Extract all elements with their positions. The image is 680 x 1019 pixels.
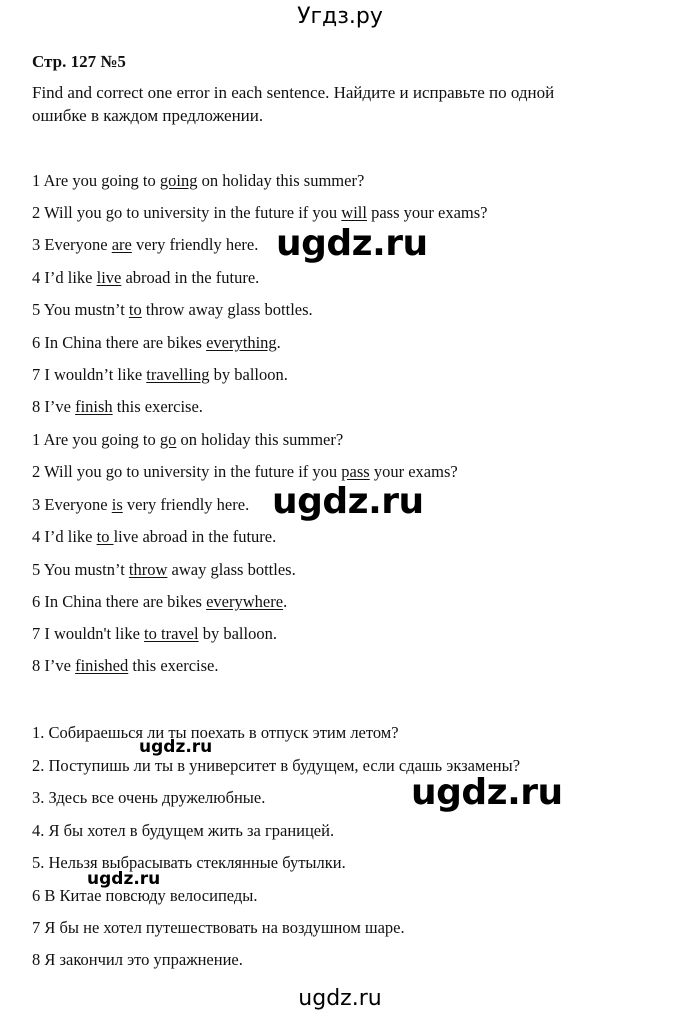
sentence-text: 7 I wouldn’t like bbox=[32, 365, 147, 384]
sentence-text: abroad in the future. bbox=[121, 268, 260, 287]
translation-line: 5. Нельзя выбрасывать стеклянные бутылки. bbox=[32, 853, 346, 872]
sentence-text: this exercise. bbox=[112, 397, 203, 416]
sentence-text: . bbox=[283, 592, 288, 611]
underlined-word: travelling bbox=[146, 365, 210, 384]
translation-line: 6 В Китае повсюду велосипеды. bbox=[32, 886, 258, 905]
sentence-text: by balloon. bbox=[209, 365, 288, 384]
corrected-sentence bbox=[32, 527, 276, 547]
translation-line: 2. Поступишь ли ты в университет в будущем, если сдашь экзамены? bbox=[32, 756, 521, 775]
underlined-word: everything bbox=[206, 333, 277, 352]
watermark: ugdz.ru bbox=[276, 223, 428, 264]
translation-line: 7 Я бы не хотел путешествовать на воздушном шаре. bbox=[32, 918, 405, 937]
underlined-word: are bbox=[111, 235, 132, 254]
sentence-text: 4 I’d like bbox=[32, 268, 97, 287]
underlined-word: throw bbox=[128, 560, 168, 579]
corrected-sentence bbox=[32, 560, 296, 580]
task-instruction: Find and correct one error in each sentence. Найдите и исправьте по одной ошибке в каждом предложении. bbox=[32, 83, 555, 125]
sentence-text: 4 I’d like bbox=[32, 527, 97, 546]
error-sentence bbox=[32, 300, 313, 320]
underlined-word: finish bbox=[75, 397, 113, 416]
site-title: Угдз.ру bbox=[297, 4, 383, 29]
sentence-text: very friendly here. bbox=[122, 495, 250, 514]
error-sentence bbox=[32, 365, 288, 385]
sentence-text: very friendly here. bbox=[131, 235, 259, 254]
sentence-text: 2 Will you go to university in the future if you bbox=[32, 203, 342, 222]
sentence-text: on holiday this summer? bbox=[197, 171, 365, 190]
corrected-sentence bbox=[32, 462, 458, 482]
underlined-word: to bbox=[128, 300, 142, 319]
error-sentence bbox=[32, 333, 281, 353]
footer-watermark: ugdz.ru bbox=[298, 986, 382, 1011]
sentence-text: 6 In China there are bikes bbox=[32, 592, 207, 611]
sentence-text: 5 You mustn’t bbox=[32, 560, 129, 579]
underlined-word: will bbox=[341, 203, 367, 222]
watermark: ugdz.ru bbox=[139, 737, 213, 757]
sentence-text: 2 Will you go to university in the future if you bbox=[32, 462, 342, 481]
sentence-text: . bbox=[276, 333, 281, 352]
underlined-word: to travel bbox=[144, 624, 199, 643]
watermark: ugdz.ru bbox=[272, 481, 424, 522]
underlined-word: is bbox=[111, 495, 123, 514]
sentence-text: 7 I wouldn't like bbox=[32, 624, 145, 643]
translation-line: 4. Я бы хотел в будущем жить за границей. bbox=[32, 821, 335, 840]
translation-line: 3. Здесь все очень дружелюбные. bbox=[32, 788, 266, 807]
sentence-text: on holiday this summer? bbox=[176, 430, 344, 449]
underlined-word: going bbox=[159, 171, 198, 190]
error-sentence bbox=[32, 203, 487, 223]
watermark: ugdz.ru bbox=[87, 869, 161, 889]
error-sentence bbox=[32, 171, 364, 191]
error-sentence bbox=[32, 235, 258, 255]
sentence-text: 8 I’ve bbox=[32, 397, 76, 416]
error-sentence bbox=[32, 397, 203, 417]
sentence-text: pass your exams? bbox=[366, 203, 488, 222]
sentence-text: 3 Everyone bbox=[32, 495, 112, 514]
corrected-sentence bbox=[32, 656, 219, 676]
page-heading: Стр. 127 №5 bbox=[32, 52, 126, 71]
underlined-word: pass bbox=[341, 462, 370, 481]
error-sentence bbox=[32, 268, 259, 288]
watermark: ugdz.ru bbox=[411, 772, 563, 813]
sentence-text: your exams? bbox=[369, 462, 458, 481]
underlined-word: live bbox=[96, 268, 122, 287]
corrected-sentence bbox=[32, 430, 343, 450]
corrected-sentence bbox=[32, 592, 287, 612]
sentence-text: this exercise. bbox=[128, 656, 219, 675]
sentence-text: throw away glass bottles. bbox=[141, 300, 313, 319]
translation-line: 8 Я закончил это упражнение. bbox=[32, 950, 243, 969]
sentence-text: 6 In China there are bikes bbox=[32, 333, 207, 352]
corrected-sentence bbox=[32, 624, 277, 644]
sentence-text: 1 Are you going to bbox=[32, 171, 160, 190]
sentence-text: live abroad in the future. bbox=[113, 527, 277, 546]
sentence-text: away glass bottles. bbox=[167, 560, 296, 579]
underlined-word: everywhere bbox=[206, 592, 284, 611]
underlined-word: finished bbox=[75, 656, 129, 675]
sentence-text: 8 I’ve bbox=[32, 656, 76, 675]
sentence-text: by balloon. bbox=[198, 624, 277, 643]
translation-line: 1. Собираешься ли ты поехать в отпуск этим летом? bbox=[32, 723, 399, 742]
underlined-word: to bbox=[96, 527, 114, 546]
sentence-text: 1 Are you going to bbox=[32, 430, 160, 449]
sentence-text: 5 You mustn’t bbox=[32, 300, 129, 319]
underlined-word: go bbox=[159, 430, 177, 449]
sentence-text: 3 Everyone bbox=[32, 235, 112, 254]
corrected-sentence bbox=[32, 495, 249, 515]
